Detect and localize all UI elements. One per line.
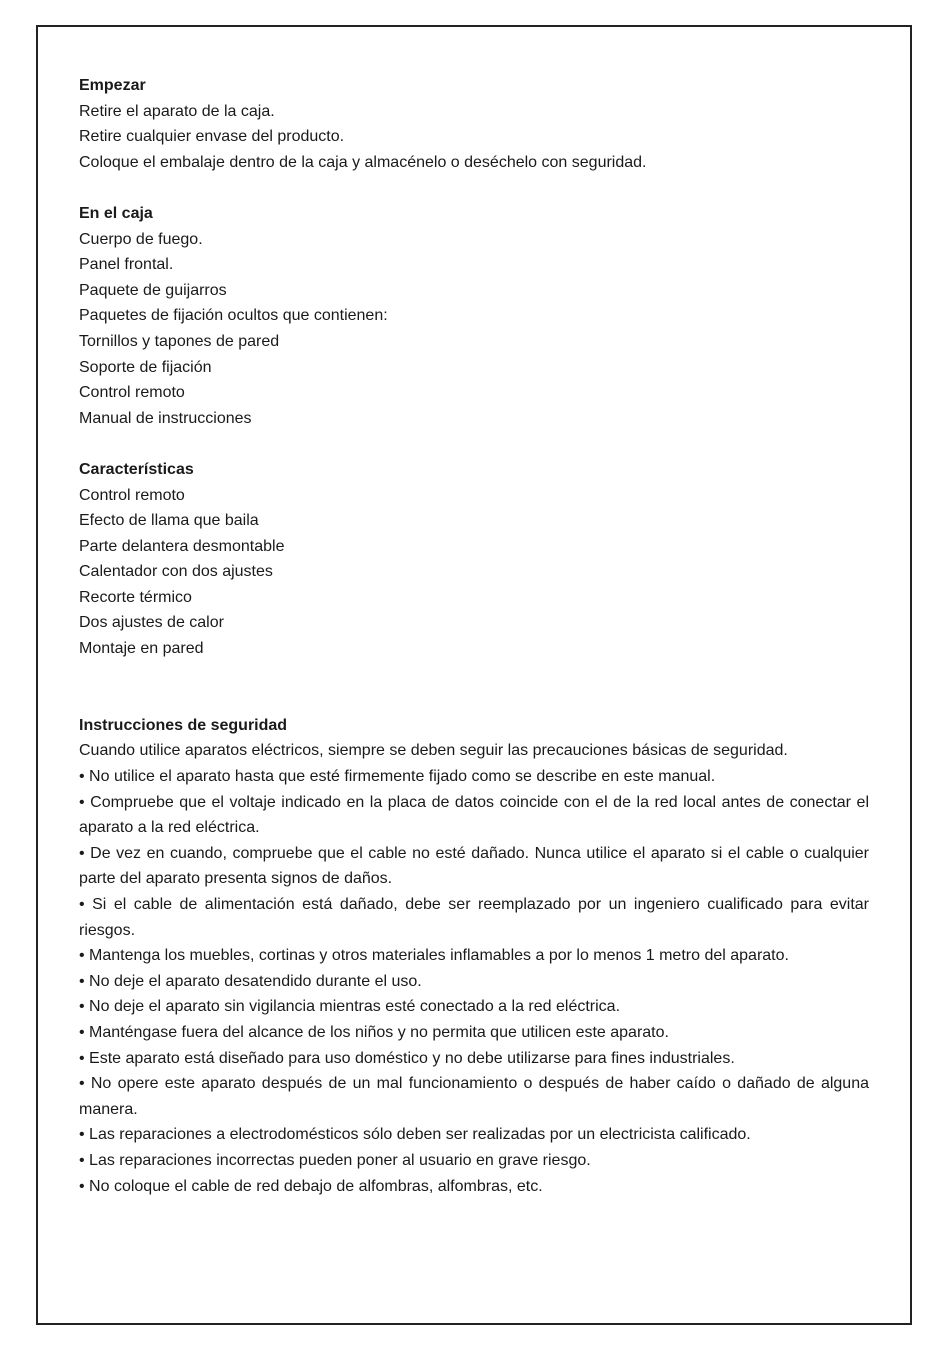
section-start (79, 73, 869, 175)
safety-item: • No coloque el cable de red debajo de alfombras, alfombras, etc. (79, 1177, 543, 1195)
feature-item: Parte delantera desmontable (79, 537, 285, 555)
safety-item: • Mantenga los muebles, cortinas y otros materiales inflamables a por lo menos 1 metro del aparato. (79, 947, 789, 965)
section-heading-features: Características (79, 460, 194, 478)
in-box-item: Cuerpo de fuego. (79, 230, 203, 248)
spacer (79, 662, 869, 713)
safety-item: • No utilice el aparato hasta que esté firmemente fijado como se describe en este manual. (79, 768, 716, 786)
section-in-box (79, 201, 869, 431)
start-line: Retire cualquier envase del producto. (79, 128, 345, 146)
start-line: Coloque el embalaje dentro de la caja y almacénelo o deséchelo con seguridad. (79, 153, 647, 171)
feature-item: Efecto de llama que baila (79, 512, 259, 530)
in-box-item: Paquete de guijarros (79, 281, 227, 299)
in-box-item: Panel frontal. (79, 256, 174, 274)
in-box-item: Manual de instrucciones (79, 409, 252, 427)
spacer (79, 175, 869, 201)
feature-item: Control remoto (79, 486, 185, 504)
section-heading-start: Empezar (79, 77, 146, 94)
safety-item: • De vez en cuando, compruebe que el cable no esté dañado. Nunca utilice el aparato si el cable o cualquier parte del aparato presenta signos de daños. (79, 844, 869, 888)
section-safety (79, 713, 869, 1199)
in-box-item: Paquetes de fijación ocultos que contienen: (79, 307, 388, 325)
safety-item: • Manténgase fuera del alcance de los niños y no permita que utilicen este aparato. (79, 1023, 669, 1041)
safety-item: • Las reparaciones incorrectas pueden poner al usuario en grave riesgo. (79, 1151, 591, 1169)
spacer (79, 431, 869, 457)
in-box-item: Soporte de fijación (79, 358, 212, 376)
feature-item: Calentador con dos ajustes (79, 563, 273, 581)
section-heading-safety: Instrucciones de seguridad (79, 716, 288, 734)
manual-content (79, 73, 869, 1199)
safety-intro: Cuando utilice aparatos eléctricos, siempre se deben seguir las precauciones básicas de seguridad. (79, 742, 788, 760)
safety-item: • No deje el aparato desatendido durante el uso. (79, 972, 422, 990)
safety-item: • No opere este aparato después de un mal funcionamiento o después de haber caído o dañado de alguna manera. (79, 1075, 869, 1118)
section-heading-in-box: En el caja (79, 204, 153, 222)
in-box-item: Control remoto (79, 384, 185, 402)
in-box-item: Tornillos y tapones de pared (79, 332, 280, 350)
safety-item: • Compruebe que el voltaje indicado en la placa de datos coincide con el de la red local antes de conectar el aparato a la red eléctrica. (79, 793, 869, 837)
feature-item: Montaje en pared (79, 640, 204, 658)
safety-item: • Este aparato está diseñado para uso doméstico y no debe utilizarse para fines industriales. (79, 1049, 735, 1067)
feature-item: Recorte térmico (79, 588, 192, 606)
start-line: Retire el aparato de la caja. (79, 102, 275, 120)
safety-item: • No deje el aparato sin vigilancia mientras esté conectado a la red eléctrica. (79, 998, 621, 1016)
feature-item: Dos ajustes de calor (79, 614, 224, 632)
safety-item: • Si el cable de alimentación está dañado, debe ser reemplazado por un ingeniero cualificado para evitar riesgos. (79, 896, 869, 939)
safety-item: • Las reparaciones a electrodomésticos sólo deben ser realizadas por un electricista calificado. (79, 1126, 751, 1144)
section-features (79, 457, 869, 662)
